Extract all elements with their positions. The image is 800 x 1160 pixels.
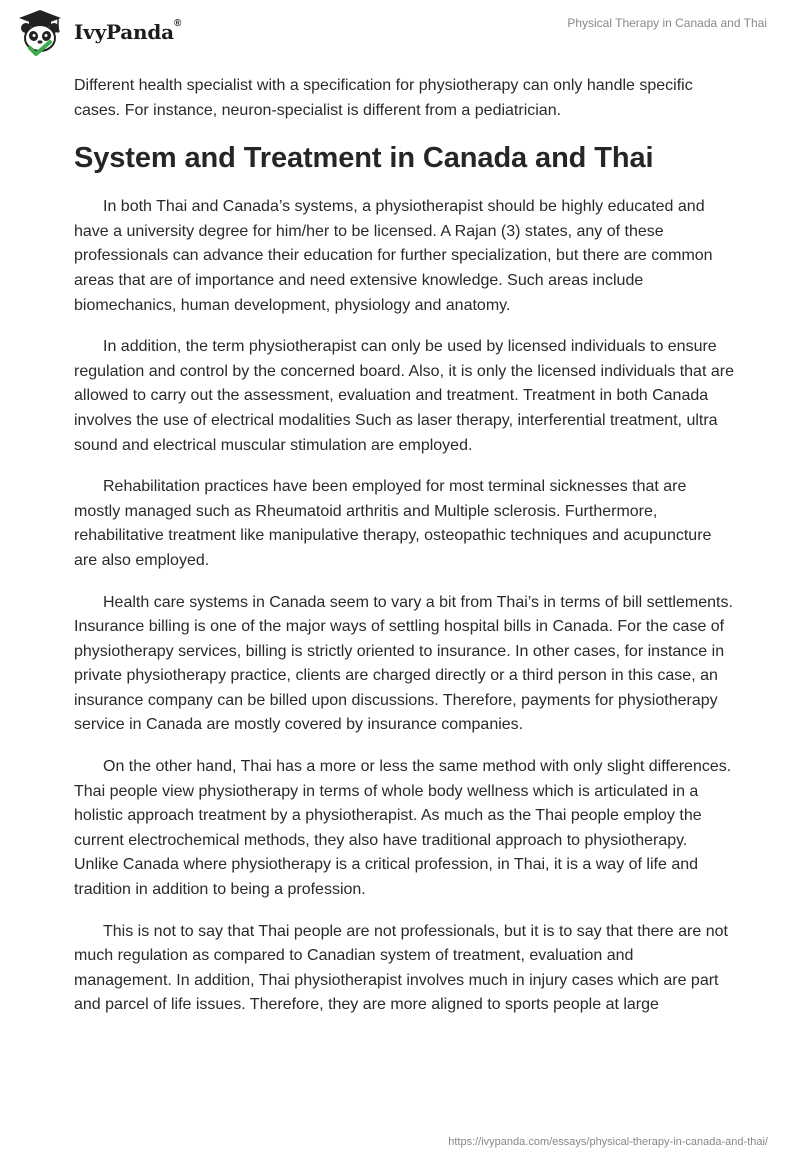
ivypanda-logo[interactable] (14, 8, 181, 56)
paragraph: In both Thai and Canada’s systems, a physiotherapist should be highly educated and have a university degree for him/her to be licensed. A Rajan (3) states, any of these professionals can advance their education for further specialization, but there are common areas that are of importance and need extensive knowledge. Such areas include biomechanics, human development, physiology and anatomy. (74, 198, 713, 314)
paragraph: Rehabilitation practices have been employed for most terminal sicknesses that are mostly managed such as Rheumatoid arthritis and Multiple sclerosis. Furthermore, rehabilitative treatment like manipulative therapy, osteopathic techniques and acupuncture are also employed. (74, 478, 712, 569)
paragraph: Health care systems in Canada seem to vary a bit from Thai’s in terms of bill settlements. Insurance billing is one of the major ways of settling hospital bills in Canada. For the case of physiotherapy services, billing is strictly oriented to insurance. In other cases, for instance in private physiotherapy practice, clients are charged directly or a third person in this case, an insurance company can be billed upon discussions. Therefore, payments for physiotherapy service in Canada are mostly covered by insurance companies. (74, 593, 733, 734)
document-title: Physical Therapy in Canada and Thai (567, 16, 767, 30)
essay-content (74, 74, 734, 1035)
page-header (0, 0, 800, 60)
source-url[interactable]: https://ivypanda.com/essays/physical-therapy-in-canada-and-thai/ (448, 1136, 768, 1148)
paragraph: This is not to say that Thai people are not professionals, but it is to say that there are not much regulation as compared to Canadian system of treatment, evaluation and management. In addition, Thai physiotherapist involves much in injury cases which are part and parcel of life issues. Therefore, they are more aligned to sports people at large (74, 922, 728, 1014)
panda-graduate-icon (14, 8, 66, 56)
paragraph: On the other hand, Thai has a more or less the same method with only slight differences. Thai people view physiotherapy in terms of whole body wellness which is articulated in a holistic approach treatment by a physiotherapist. As much as the Thai people employ the current electrochemical methods, they also have traditional approach to physiotherapy. Unlike Canada where physiotherapy is a critical profession, in Thai, it is a way of life and tradition in addition to being a profession. (74, 758, 732, 899)
section-heading: System and Treatment in Canada and Thai (74, 142, 654, 175)
intro-paragraph: Different health specialist with a specification for physiotherapy can only handle specific cases. For instance, neuron-specialist is different from a pediatrician. (74, 77, 693, 119)
brand-name: IvyPanda® (74, 18, 182, 44)
paragraph: In addition, the term physiotherapist can only be used by licensed individuals to ensure regulation and control by the concerned board. Also, it is only the licensed individuals that are allowed to carry out the assessment, evaluation and treatment. Treatment in both Canada involves the use of electrical modalities Such as laser therapy, interferential treatment, ultra sound and electrical muscular stimulation are employed. (74, 338, 734, 454)
